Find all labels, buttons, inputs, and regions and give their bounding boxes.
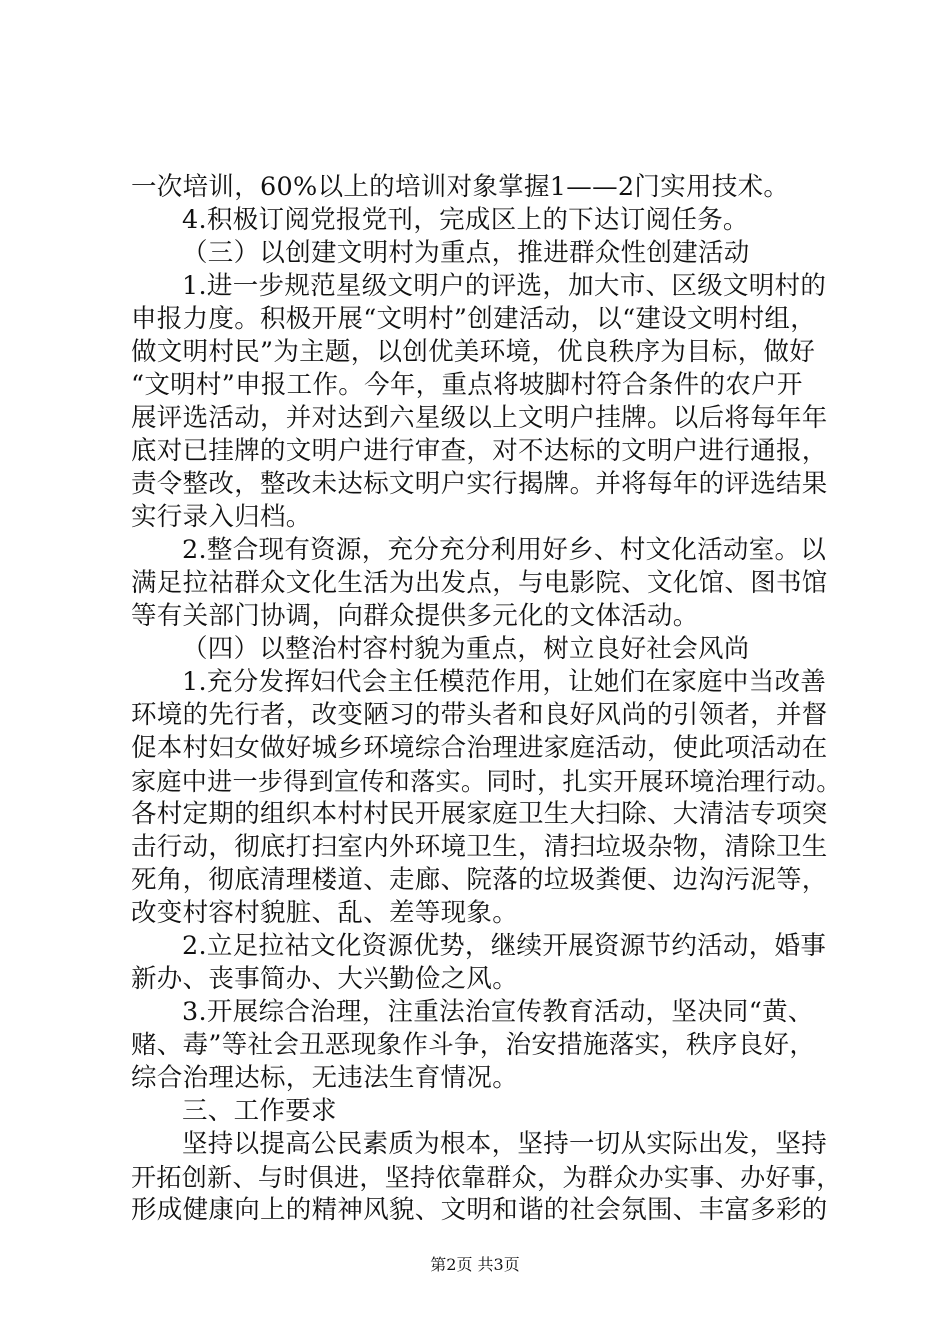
text-line: 一次培训，60%以上的培训对象掌握1——2门实用技术。 [131, 172, 790, 202]
text-line: （三）以创建文明村为重点，推进群众性创建活动 [182, 238, 750, 268]
text-line: 改变村容村貌脏、乱、差等现象。 [131, 898, 519, 928]
document-body [131, 171, 841, 1227]
page-footer: 第2页 共3页 [430, 1255, 520, 1274]
text-line: 2.立足拉祜文化资源优势，继续开展资源节约活动，婚事 [182, 931, 827, 961]
text-line: 申报力度。积极开展“文明村”创建活动，以“建设文明村组， [131, 304, 817, 334]
text-line: 综合治理达标，无违法生育情况。 [131, 1063, 519, 1093]
text-line: 满足拉祜群众文化生活为出发点，与电影院、文化馆、图书馆 [131, 568, 828, 598]
text-line: 新办、丧事简办、大兴勤俭之风。 [131, 964, 519, 994]
text-line: 2.整合现有资源，充分充分利用好乡、村文化活动室。以 [182, 535, 827, 565]
text-line: 促本村妇女做好城乡环境综合治理进家庭活动，使此项活动在 [131, 733, 828, 763]
text-line: 三、工作要求 [182, 1096, 337, 1126]
text-line: 击行动，彻底打扫室内外环境卫生，清扫垃圾杂物，清除卫生 [131, 832, 828, 862]
text-line: 做文明村民”为主题，以创优美环境，优良秩序为目标，做好 [131, 337, 816, 367]
text-line: 各村定期的组织本村村民开展家庭卫生大扫除、大清洁专项突 [131, 799, 828, 829]
text-line: 死角，彻底清理楼道、走廊、院落的垃圾粪便、边沟污泥等， [131, 865, 828, 895]
text-line: 3.开展综合治理，注重法治宣传教育活动，坚决同“黄、 [182, 997, 814, 1027]
text-line: 赌、毒”等社会丑恶现象作斗争，治安措施落实，秩序良好， [131, 1030, 816, 1060]
text-line: 1.充分发挥妇代会主任模范作用，让她们在家庭中当改善 [182, 667, 827, 697]
text-line: 家庭中进一步得到宣传和落实。同时，扎实开展环境治理行动。 [131, 767, 842, 796]
text-line: 实行录入归档。 [131, 502, 312, 532]
text-line: 4.积极订阅党报党刊，完成区上的下达订阅任务。 [182, 205, 749, 235]
text-line: 环境的先行者，改变陋习的带头者和良好风尚的引领者，并督 [131, 700, 828, 730]
text-line: “文明村”申报工作。今年，重点将坡脚村符合条件的农户开 [131, 370, 803, 400]
text-line: 开拓创新、与时俱进，坚持依靠群众，为群众办实事、办好事， [131, 1163, 842, 1192]
text-line: 责令整改，整改未达标文明户实行揭牌。并将每年的评选结果 [131, 469, 828, 499]
text-line: 1.进一步规范星级文明户的评选，加大市、区级文明村的 [182, 271, 827, 301]
text-line: 展评选活动，并对达到六星级以上文明户挂牌。以后将每年年 [131, 403, 828, 433]
text-line: 形成健康向上的精神风貌、文明和谐的社会氛围、丰富多彩的 [131, 1195, 828, 1225]
text-line: 底对已挂牌的文明户进行审查，对不达标的文明户进行通报， [131, 436, 828, 466]
text-line: 坚持以提高公民素质为根本，坚持一切从实际出发，坚持 [182, 1129, 828, 1159]
text-line: 等有关部门协调，向群众提供多元化的文体活动。 [131, 601, 699, 631]
text-line: （四）以整治村容村貌为重点，树立良好社会风尚 [182, 634, 750, 664]
